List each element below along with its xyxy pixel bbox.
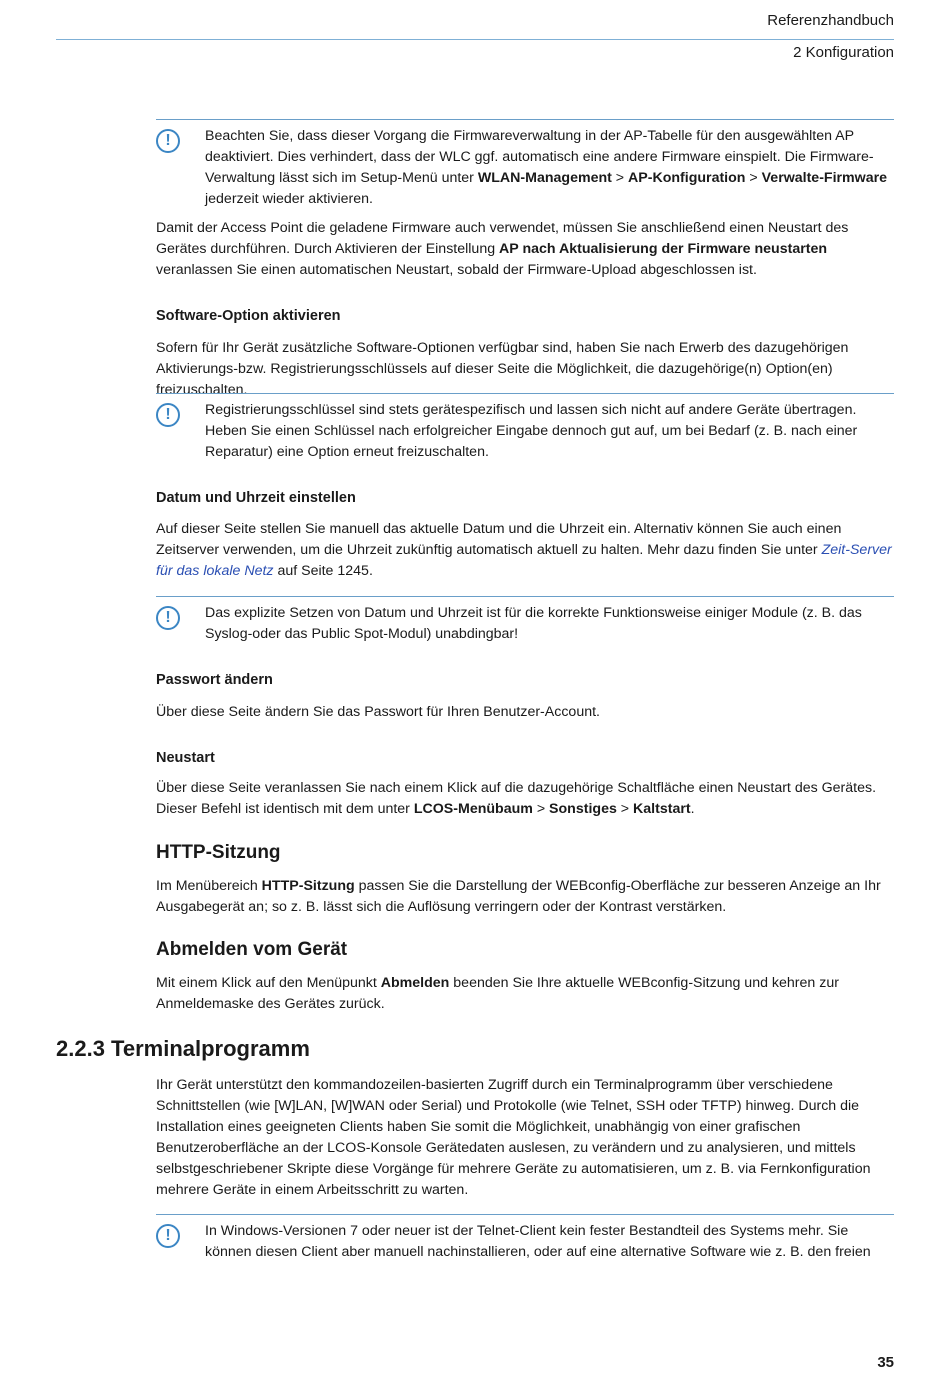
paragraph	[156, 702, 894, 723]
menu-path-item: LCOS-Menübaum	[413, 801, 533, 817]
paragraph	[156, 876, 894, 918]
paragraph-text: Über diese Seite ändern Sie das Passwort für Ihren Benutzer-Account.	[156, 704, 600, 720]
cross-reference-link[interactable]: Zeit-Server für das lokale Netz	[156, 542, 892, 579]
note-text: Das explizite Setzen von Datum und Uhrzeit ist für die korrekte Funktionsweise einiger Module (z. B. das Syslog-oder das Public Spot-Modul) unabdingbar!	[205, 605, 862, 642]
menu-path-separator: >	[611, 170, 629, 186]
note-box	[156, 1214, 894, 1260]
section-heading: Datum und Uhrzeit einstellen	[156, 490, 356, 506]
chapter-heading: 2.2.3 Terminalprogramm	[56, 1036, 310, 1061]
paragraph-text: Mit einem Klick auf den Menüpunkt	[156, 975, 381, 991]
note-box	[156, 393, 894, 460]
paragraph-text: Über diese Seite veranlassen Sie nach einem Klick auf die dazugehörige Schaltfläche einen Neustart des Gerätes. Dieser Befehl ist identisch mit dem unter	[156, 780, 877, 817]
menu-path-item: AP-Konfiguration	[628, 170, 746, 186]
paragraph-text: Sofern für Ihr Gerät zusätzliche Software-Optionen verfügbar sind, haben Sie nach Erwerb des dazugehörigen Aktivierungs-bzw. Registrierungsschlüssels auf dieser Seite die Möglichkeit, die dazugehörige(n) Option(en) freizuschalten.	[156, 340, 849, 398]
note-box	[156, 596, 894, 642]
note-text: In Windows-Versionen 7 oder neuer ist der Telnet-Client kein fester Bestandteil des Systems mehr. Sie können diesen Client aber manuell nachinstallieren, oder auf eine alternative Software wie z. B. den freien	[205, 1223, 871, 1260]
menu-path-item: WLAN-Management	[477, 170, 612, 186]
menu-path-item: Sonstiges	[549, 801, 617, 817]
paragraph	[156, 1075, 894, 1201]
section-heading: Abmelden vom Gerät	[156, 939, 348, 960]
note-text-part: Beachten Sie, dass dieser Vorgang die Firmwareverwaltung in der AP-Tabelle für den ausgewählten AP deaktiviert. Dies verhindert, dass der WLC ggf. automatisch eine andere Firmware einspielt. Die Firmware-Verwaltung lässt sich im Setup-Menü unter	[205, 128, 874, 186]
section-heading: Passwort ändern	[156, 672, 273, 688]
header-title: Referenzhandbuch	[767, 12, 894, 29]
menu-path-separator: >	[745, 170, 762, 186]
paragraph-text: Damit der Access Point die geladene Firmware auch verwendet, müssen Sie anschließend einen Neustart des Gerätes durchführen. Durch Aktivieren der Einstellung	[156, 220, 849, 257]
paragraph-text: auf Seite 1245.	[273, 563, 373, 579]
paragraph	[156, 778, 894, 820]
header-chapter: 2 Konfiguration	[793, 44, 894, 61]
header-divider	[56, 39, 894, 40]
setting-name: AP nach Aktualisierung der Firmware neustarten	[499, 241, 828, 257]
menu-path-separator: >	[532, 801, 550, 817]
note-box	[156, 119, 894, 207]
paragraph	[156, 519, 894, 582]
exclamation-circle-icon: !	[156, 403, 180, 427]
note-text-part: jederzeit wieder aktivieren.	[205, 191, 373, 207]
exclamation-circle-icon: !	[156, 129, 180, 153]
note-text: Registrierungsschlüssel sind stets gerätespezifisch und lassen sich nicht auf andere Geräte übertragen. Heben Sie einen Schlüssel nach erfolgreicher Eingabe dennoch gut auf, um bei Bedarf (z. B. nach einer Reparatur) eine Option erneut freizuschalten.	[205, 402, 858, 460]
menu-name: HTTP-Sitzung	[261, 878, 355, 894]
menu-path-item: Kaltstart	[633, 801, 691, 817]
menu-name: Abmelden	[380, 975, 450, 991]
menu-path-item: Verwalte-Firmware	[761, 170, 888, 186]
paragraph-text: passen Sie die Darstellung der WEBconfig-Oberfläche zur besseren Anzeige an Ihr Ausgabegerät an; so z. B. lässt sich die Auflösung verringern oder der Kontrast verstärken.	[156, 878, 881, 915]
note-text	[205, 126, 894, 210]
paragraph	[156, 218, 894, 281]
paragraph	[156, 973, 894, 1015]
section-heading: HTTP-Sitzung	[156, 842, 281, 863]
exclamation-circle-icon: !	[156, 606, 180, 630]
paragraph-text: beenden Sie Ihre aktuelle WEBconfig-Sitzung und kehren zur Anmeldemaske des Gerätes zurück.	[156, 975, 839, 1012]
paragraph-text: Auf dieser Seite stellen Sie manuell das aktuelle Datum und die Uhrzeit ein. Alternativ können Sie auch einen Zeitserver verwenden, um die Uhrzeit zukünftig automatisch aktuell zu halten. Mehr dazu finden Sie unter	[156, 521, 842, 558]
paragraph-text: .	[690, 801, 695, 817]
section-heading: Software-Option aktivieren	[156, 308, 341, 324]
paragraph-text: Im Menübereich	[156, 878, 262, 894]
page-number: 35	[877, 1354, 894, 1371]
paragraph-text: Ihr Gerät unterstützt den kommandozeilen-basierten Zugriff durch ein Terminalprogramm über verschiedene Schnittstellen (wie [W]LAN, [W]WAN oder Serial) und Protokolle (wie Telnet, SSH oder TFTP) hinweg. Durch die Installation eines geeigneten Clients haben Sie somit die Möglichkeit, unabhängig von einer grafischen Benutzeroberfläche an der LCOS-Konsole Gerätedaten auslesen, zu verändern und zu analysieren, und mittels selbstgeschriebener Skripte diese Vorgänge für mehrere Geräte zu automatisieren, um z. B. via Fernkonfiguration mehrere Geräte in einem Arbeitsschritt zu warten.	[156, 1077, 871, 1198]
paragraph	[156, 338, 894, 401]
exclamation-circle-icon: !	[156, 1224, 180, 1248]
paragraph-text: veranlassen Sie einen automatischen Neustart, sobald der Firmware-Upload abgeschlossen ist.	[156, 262, 757, 278]
section-heading: Neustart	[156, 750, 215, 766]
menu-path-separator: >	[616, 801, 634, 817]
